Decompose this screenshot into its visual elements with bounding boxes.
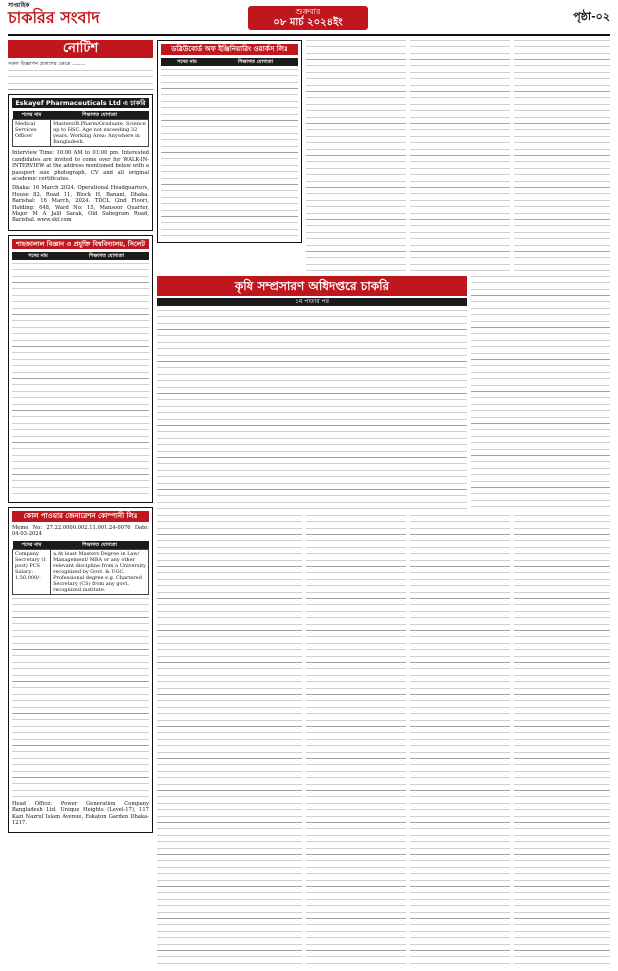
wapda-title: ডব্লিউবোর্ড অফ ইঞ্জিনিয়ারিং ওয়ার্কস লিঃ bbox=[161, 44, 298, 55]
notice-title: নোটিশ bbox=[8, 40, 153, 58]
brand-small: সাপ্তাহিক bbox=[8, 2, 30, 9]
eskayef-req: Masters/B.Pharm/Graduate. Science up to HSC. Age not exceeding 32 years. Working Area: Anywhere in Bangladesh. bbox=[51, 120, 149, 147]
eskayef-table bbox=[12, 111, 149, 147]
coal-post: Company Secretary (1 post) PCS Salary: 1,50,000/- bbox=[13, 549, 51, 594]
column-middle-left bbox=[157, 40, 302, 247]
coal-title: কোল পাওয়ার জেনারেশন কোম্পানী লিঃ bbox=[12, 511, 149, 522]
university-col-req: শিক্ষাগত যোগ্যতা bbox=[64, 252, 149, 260]
university-table bbox=[12, 252, 149, 260]
column-left bbox=[8, 40, 153, 837]
coal-col-req: শিক্ষাগত যোগ্যতা bbox=[51, 541, 149, 550]
agri-subtitle: ১ম পাতার পর bbox=[157, 298, 467, 306]
eskayef-details: Interview Time: 10:00 AM to 01:00 pm. Interested candidates are invited to come over for WALK-IN-INTERVIEW at the address mentioned below with a passport size photograph, CV and all original academic certificates. bbox=[12, 150, 149, 183]
column-center-lower bbox=[306, 515, 406, 965]
column-center-upper bbox=[306, 40, 406, 272]
university-col-post: পদের নাম bbox=[12, 252, 64, 260]
university-title: শাহজালাল বিজ্ঞান ও প্রযুক্তি বিশ্ববিদ্যালয়, সিলেট bbox=[12, 239, 149, 249]
university-text-block bbox=[12, 263, 149, 499]
date-full: ০৮ মার্চ ২০২৪ইং bbox=[273, 17, 343, 28]
agri-text-block bbox=[157, 310, 467, 510]
coal-col-post: পদের নাম bbox=[13, 541, 51, 550]
university-ad bbox=[8, 235, 153, 503]
coal-ad bbox=[8, 507, 153, 833]
wapda-ad bbox=[157, 40, 302, 243]
column-right-lower bbox=[514, 515, 610, 965]
wapda-col-post: পদের নাম bbox=[161, 58, 213, 66]
eskayef-title: Eskayef Pharmaceuticals Ltd এ চাকরি bbox=[12, 98, 149, 108]
coal-text-block bbox=[12, 598, 149, 798]
coal-memo: Memo No: 27.22.0000.002.11.001.24-0076 Date: 04-03-2024 bbox=[12, 524, 149, 538]
masthead bbox=[8, 4, 610, 36]
notice-text-block bbox=[8, 70, 153, 90]
eskayef-ad bbox=[8, 94, 153, 230]
column-center-right-lower bbox=[410, 515, 510, 965]
wapda-col-req: শিক্ষাগত যোগ্যতা bbox=[213, 58, 298, 66]
column-center-right-upper bbox=[410, 40, 510, 272]
column-right-mid bbox=[471, 276, 610, 511]
page-number: পৃষ্ঠা-০২ bbox=[573, 10, 610, 23]
agri-title: কৃষি সম্প্রসারণ অধিদপ্তরে চাকরি bbox=[157, 276, 467, 296]
notice-body: সকল বিজ্ঞাপন প্রকাশের ক্ষেত্রে ........ bbox=[8, 61, 86, 67]
column-middle-left-lower bbox=[157, 515, 302, 965]
column-right-upper bbox=[514, 40, 610, 272]
wapda-text-block bbox=[161, 69, 298, 239]
eskayef-address: Dhaka: 16 March 2024. Operational Headquarters, House 82, Road 11, Block H, Banani, Dhaka. Barishal: 16 March, 2024. TDCL (2nd Floor), Holding: 648, Ward No: 15, Mansoor Quarter, Major M A Jalil Sarak, Old Sahegram Road, Barishal. www.skf.com bbox=[12, 185, 149, 224]
eskayef-post: Medical Services Officer bbox=[13, 120, 51, 147]
eskayef-col-req: শিক্ষাগত যোগ্যতা bbox=[51, 111, 149, 120]
brand-name: চাকরির সংবাদ bbox=[8, 8, 100, 27]
date-day: শুক্রবার bbox=[295, 7, 321, 16]
wapda-table bbox=[161, 58, 298, 66]
coal-footer: Head Office: Power Generation Company Bangladesh Ltd. Unique Heights (Level-17), 117 Kazi Nazrul Islam Avenue, Eskaton Garden Dhaka-1217. bbox=[12, 800, 149, 826]
coal-table bbox=[12, 541, 149, 595]
eskayef-col-post: পদের নাম bbox=[13, 111, 51, 120]
coal-req: a.At least Masters Degree in Law/ Management/ MBA or any other relevant discipline from a University recognized by Govt. & UGC. Professional degree e.g. Chartered Secretary (CS) from any govt. recognized institute. bbox=[51, 549, 149, 594]
brand-logo bbox=[8, 4, 118, 32]
date-badge bbox=[248, 6, 368, 30]
